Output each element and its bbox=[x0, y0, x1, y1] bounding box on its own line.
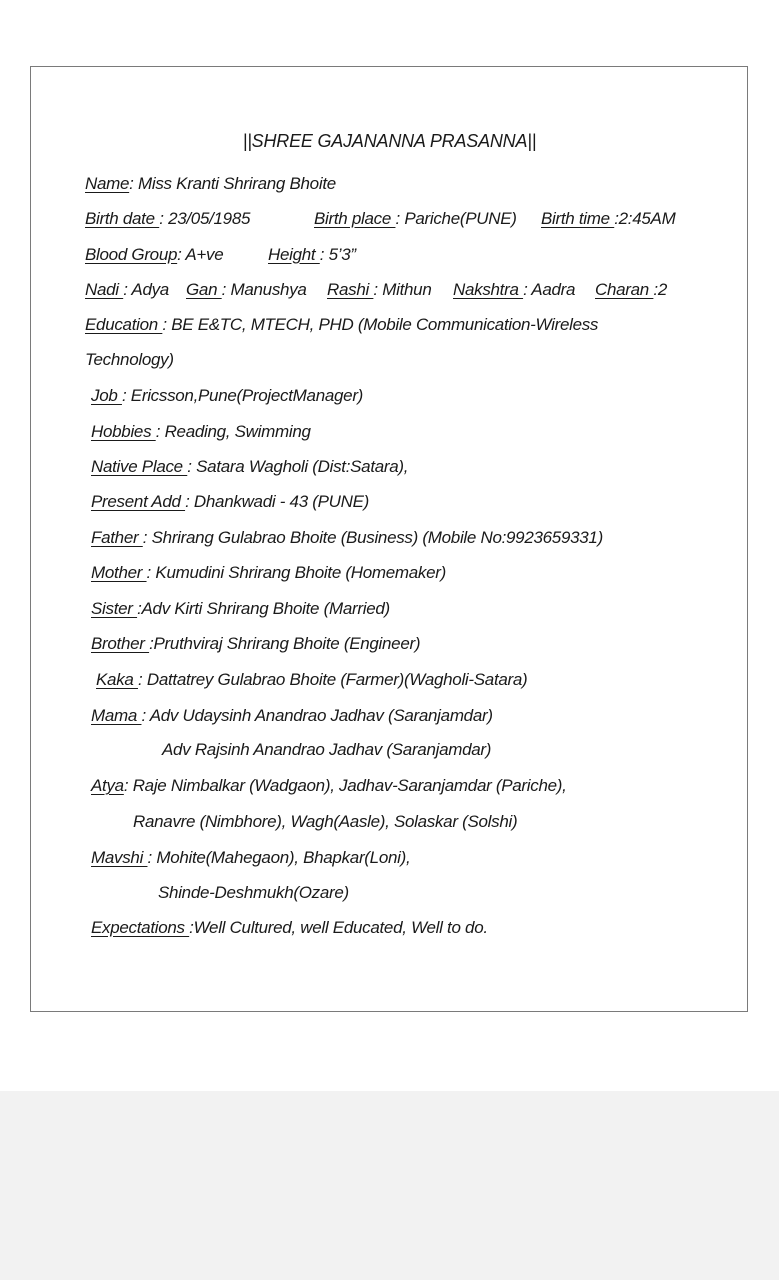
mother-value: Kumudini Shrirang Bhoite (Homemaker) bbox=[155, 563, 447, 582]
atya-sep: : bbox=[123, 776, 133, 795]
birth-place-sep: : bbox=[395, 209, 405, 228]
birth-place-value: Pariche(PUNE) bbox=[404, 209, 517, 228]
blood-group-sep: : bbox=[177, 245, 186, 264]
native-place-row bbox=[91, 457, 408, 477]
mavshi-label: Mavshi bbox=[91, 848, 148, 867]
mama-row bbox=[91, 706, 493, 726]
native-place-sep: : bbox=[187, 457, 197, 476]
sister-label: Sister bbox=[91, 599, 138, 618]
height-row bbox=[268, 245, 356, 265]
charan-label: Charan bbox=[595, 280, 654, 299]
rashi-label: Rashi bbox=[327, 280, 374, 299]
mother-row bbox=[91, 563, 446, 583]
hobbies-value: Reading, Swimming bbox=[164, 422, 311, 441]
bottom-gray-area bbox=[0, 1091, 779, 1280]
blood-group-row bbox=[85, 245, 223, 265]
sister-sep: : bbox=[137, 599, 142, 618]
mavshi-continued: Shinde-Deshmukh(Ozare) bbox=[158, 883, 349, 902]
name-row bbox=[85, 174, 336, 194]
nakshtra-label: Nakshtra bbox=[453, 280, 524, 299]
hobbies-sep: : bbox=[155, 422, 165, 441]
sister-row bbox=[91, 599, 390, 619]
native-place-value: Satara Wagholi (Dist:Satara), bbox=[196, 457, 409, 476]
nadi-row bbox=[85, 280, 169, 300]
atya-continued: Ranavre (Nimbhore), Wagh(Aasle), Solaskar (Solshi) bbox=[133, 812, 518, 831]
present-add-label: Present Add bbox=[91, 492, 186, 511]
nakshtra-value: Aadra bbox=[531, 280, 576, 299]
brother-label: Brother bbox=[91, 634, 150, 653]
birth-time-value: 2:45AM bbox=[618, 209, 676, 228]
present-add-sep: : bbox=[185, 492, 194, 511]
father-label: Father bbox=[91, 528, 143, 547]
gan-sep: : bbox=[221, 280, 231, 299]
birth-date-row bbox=[85, 209, 250, 229]
gan-label: Gan bbox=[186, 280, 222, 299]
father-sep: : bbox=[142, 528, 152, 547]
height-label: Height bbox=[268, 245, 320, 264]
present-add-value: Dhankwadi - 43 (PUNE) bbox=[193, 492, 370, 511]
mavshi-row bbox=[91, 848, 410, 868]
native-place-label: Native Place bbox=[91, 457, 188, 476]
hobbies-row bbox=[91, 422, 311, 442]
job-sep: : bbox=[121, 386, 131, 405]
charan-value: 2 bbox=[657, 280, 667, 299]
atya-label: Atya bbox=[91, 776, 124, 795]
blood-group-value: A+ve bbox=[185, 245, 224, 264]
present-add-row bbox=[91, 492, 369, 512]
education-continued: Technology) bbox=[85, 350, 174, 369]
mother-sep: : bbox=[146, 563, 156, 582]
atya-value: Raje Nimbalkar (Wadgaon), Jadhav-Saranjamdar (Pariche), bbox=[132, 776, 567, 795]
charan-sep: : bbox=[653, 280, 658, 299]
expectations-label: Expectations bbox=[91, 918, 190, 937]
name-value: Miss Kranti Shrirang Bhoite bbox=[138, 174, 336, 193]
expectations-value: Well Cultured, well Educated, Well to do. bbox=[193, 918, 488, 937]
atya-row bbox=[91, 776, 567, 796]
birth-time-row bbox=[541, 209, 675, 229]
mama-value: Adv Udaysinh Anandrao Jadhav (Saranjamdar) bbox=[149, 706, 493, 725]
kaka-value: Dattatrey Gulabrao Bhoite (Farmer)(Wagholi-Satara) bbox=[146, 670, 528, 689]
nakshtra-row bbox=[453, 280, 575, 300]
father-value: Shrirang Gulabrao Bhoite (Business) (Mobile No:9923659331) bbox=[151, 528, 603, 547]
mama-continued: Adv Rajsinh Anandrao Jadhav (Saranjamdar) bbox=[162, 740, 492, 759]
rashi-value: Mithun bbox=[382, 280, 432, 299]
document-title: ||SHREE GAJANANNA PRASANNA|| bbox=[242, 131, 537, 151]
rashi-sep: : bbox=[373, 280, 383, 299]
mother-label: Mother bbox=[91, 563, 147, 582]
brother-sep: : bbox=[149, 634, 154, 653]
nadi-label: Nadi bbox=[85, 280, 124, 299]
mavshi-value: Mohite(Mahegaon), Bhapkar(Loni), bbox=[156, 848, 411, 867]
birth-time-sep: : bbox=[614, 209, 619, 228]
job-row bbox=[91, 386, 363, 406]
height-sep: : bbox=[319, 245, 329, 264]
birth-time-label: Birth time bbox=[541, 209, 615, 228]
birth-place-row bbox=[314, 209, 517, 229]
height-value: 5’3” bbox=[328, 245, 356, 264]
expectations-sep: : bbox=[189, 918, 194, 937]
kaka-label: Kaka bbox=[96, 670, 138, 689]
mama-sep: : bbox=[141, 706, 150, 725]
birth-date-label: Birth date bbox=[85, 209, 160, 228]
name-sep: : bbox=[129, 174, 139, 193]
education-label: Education bbox=[85, 315, 163, 334]
birth-date-sep: : bbox=[159, 209, 169, 228]
gan-row bbox=[186, 280, 307, 300]
kaka-row bbox=[96, 670, 527, 690]
birth-date-value: 23/05/1985 bbox=[168, 209, 251, 228]
sister-value: Adv Kirti Shrirang Bhoite (Married) bbox=[141, 599, 390, 618]
hobbies-label: Hobbies bbox=[91, 422, 156, 441]
education-sep: : bbox=[162, 315, 172, 334]
charan-row bbox=[595, 280, 667, 300]
name-label: Name bbox=[85, 174, 130, 193]
expectations-row bbox=[91, 918, 488, 938]
brother-value: Pruthviraj Shrirang Bhoite (Engineer) bbox=[153, 634, 421, 653]
mama-label: Mama bbox=[91, 706, 142, 725]
job-value: Ericsson,Pune(ProjectManager) bbox=[130, 386, 364, 405]
education-value: BE E&TC, MTECH, PHD (Mobile Communication-Wireless bbox=[171, 315, 599, 334]
gan-value: Manushya bbox=[230, 280, 307, 299]
birth-place-label: Birth place bbox=[314, 209, 396, 228]
nadi-sep: : bbox=[123, 280, 132, 299]
father-row bbox=[91, 528, 603, 548]
brother-row bbox=[91, 634, 420, 654]
kaka-sep: : bbox=[137, 670, 147, 689]
job-label: Job bbox=[91, 386, 122, 405]
blood-group-label: Blood Group bbox=[85, 245, 178, 264]
mavshi-sep: : bbox=[147, 848, 157, 867]
rashi-row bbox=[327, 280, 431, 300]
nakshtra-sep: : bbox=[523, 280, 532, 299]
nadi-value: Adya bbox=[131, 280, 169, 299]
education-row bbox=[85, 315, 598, 335]
